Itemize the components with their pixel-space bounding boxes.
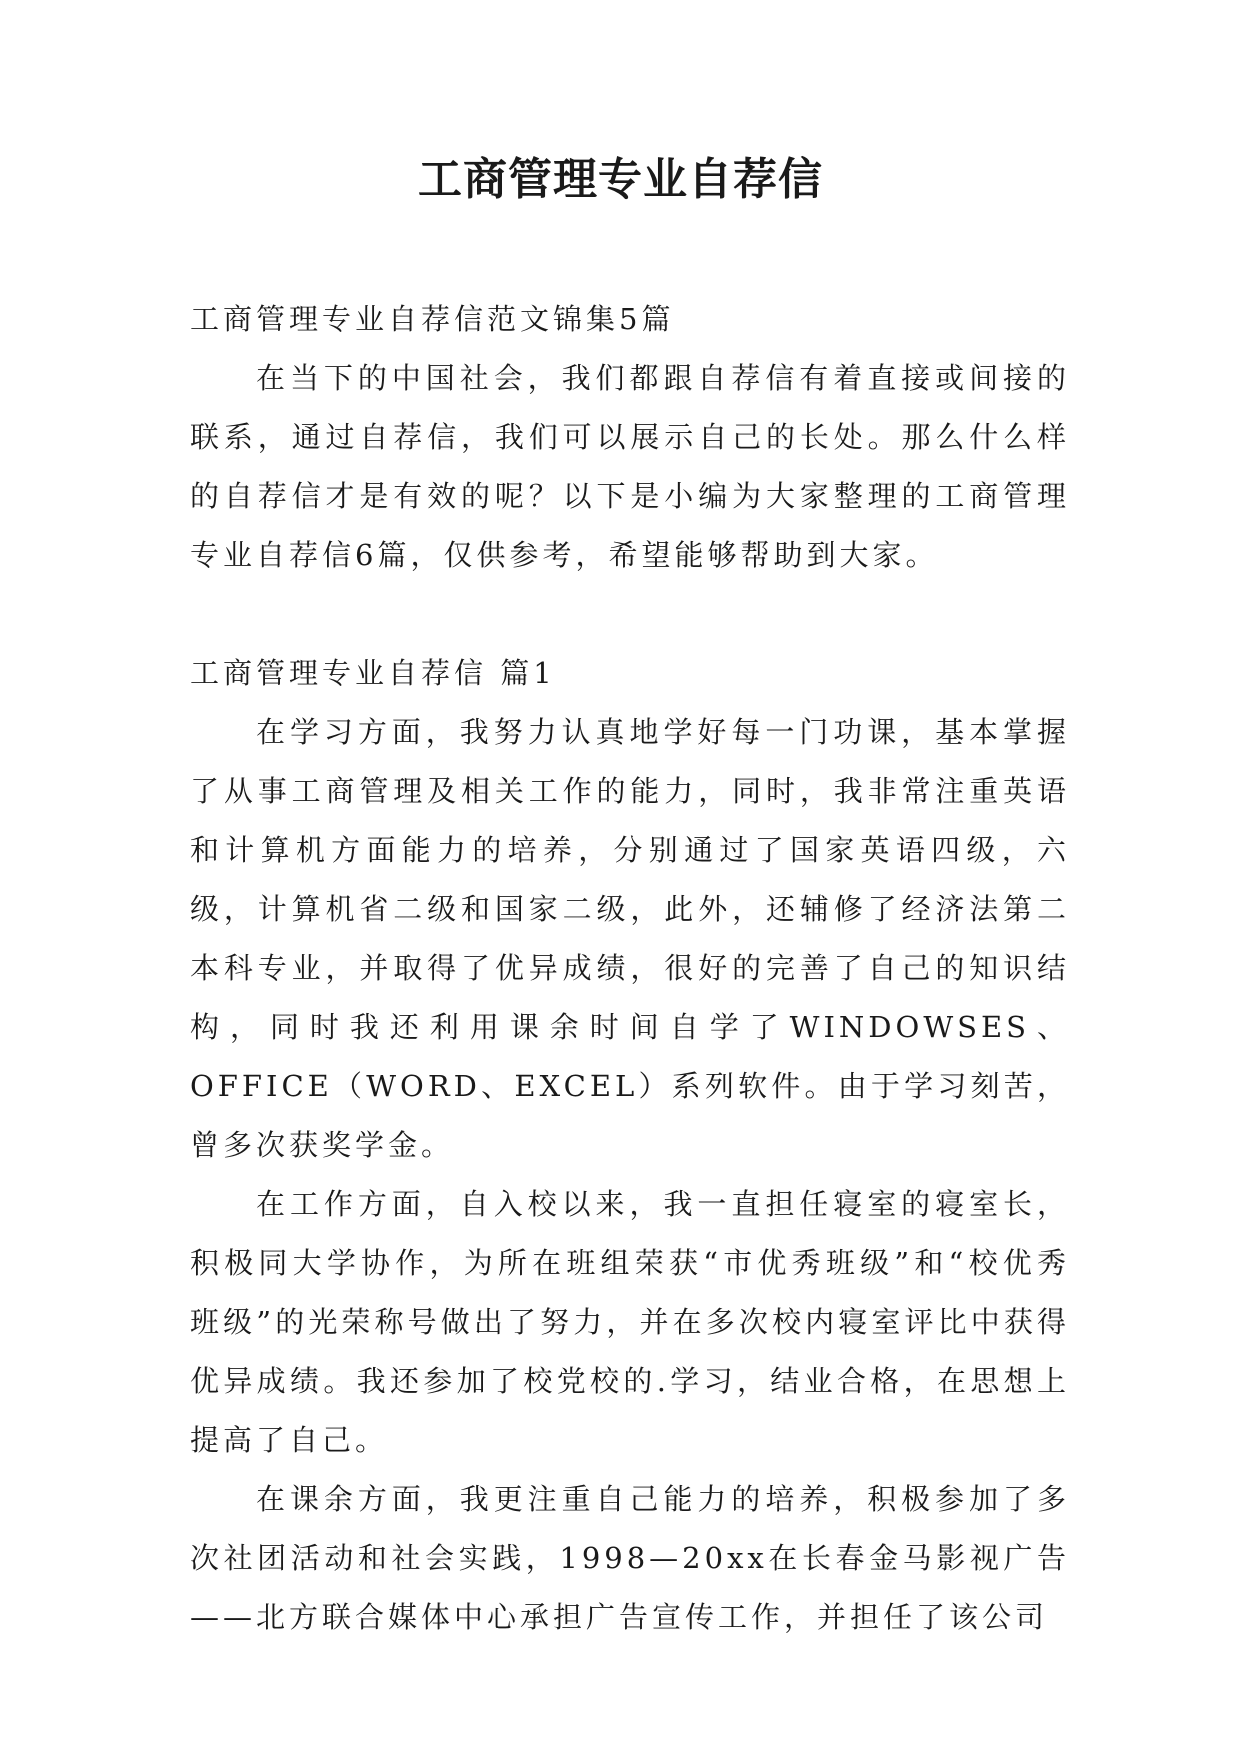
section-heading: 工商管理专业自荐信 篇1 xyxy=(190,656,556,690)
document-subtitle: 工商管理专业自荐信范文锦集5篇 xyxy=(190,302,675,336)
document-title: 工商管理专业自荐信 xyxy=(418,154,823,205)
extracurricular-paragraph: 在课余方面，我更注重自己能力的培养，积极参加了多次社团活动和社会实践，1998—20xx在长春金马影视广告——北方联合媒体中心承担广告宣传工作，并担任了该公司 xyxy=(190,1482,1070,1634)
intro-paragraph: 在当下的中国社会，我们都跟自荐信有着直接或间接的联系，通过自荐信，我们可以展示自己的长处。那么什么样的自荐信才是有效的呢？以下是小编为大家整理的工商管理专业自荐信6篇，仅供参考，希望能够帮助到大家。 xyxy=(190,361,1070,572)
document-body xyxy=(190,290,1070,1647)
work-paragraph: 在工作方面，自入校以来，我一直担任寝室的寝室长，积极同大学协作，为所在班组荣获“市优秀班级”和“校优秀班级”的光荣称号做出了努力，并在多次校内寝室评比中获得优异成绩。我还参加了校党校的.学习，结业合格，在思想上提高了自己。 xyxy=(190,1187,1070,1457)
study-paragraph: 在学习方面，我努力认真地学好每一门功课，基本掌握了从事工商管理及相关工作的能力，同时，我非常注重英语和计算机方面能力的培养，分别通过了国家英语四级，六级，计算机省二级和国家二级，此外，还辅修了经济法第二本科专业，并取得了优异成绩，很好的完善了自己的知识结构，同时我还利用课余时间自学了WINDOWSES、OFFICE（WORD、EXCEL）系列软件。由于学习刻苦，曾多次获奖学金。 xyxy=(190,715,1070,1162)
